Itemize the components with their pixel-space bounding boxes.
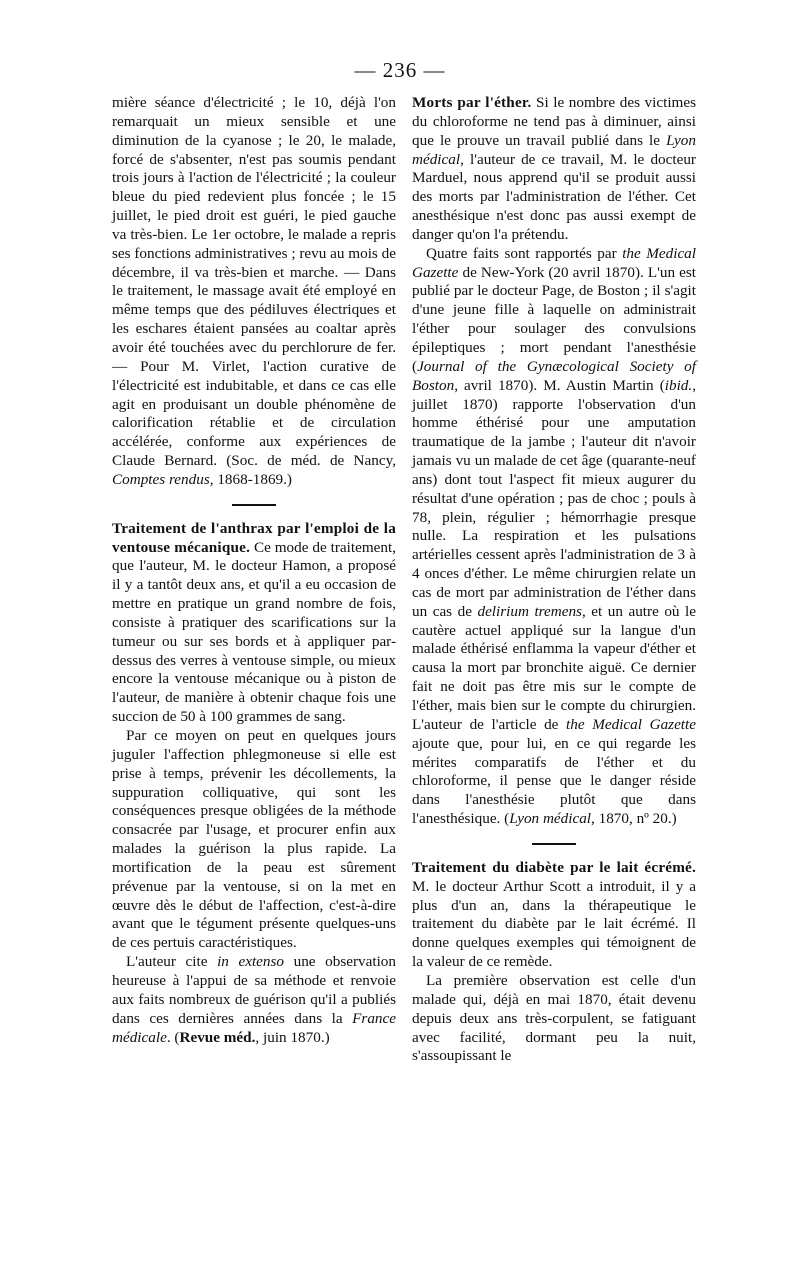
right-column [412,94,696,1066]
paragraph-text: , avril 1870). M. Austin Martin ( [454,376,665,394]
paragraph-text: , juin 1870.) [255,1028,330,1046]
paragraph-text: une observation heureuse à l'appui de sa méthode et renvoie aux faits nombreux de guérison qu'il a publiés dans ces dernières années dans la [112,953,396,1027]
section-anthrax [112,520,396,727]
paragraph-text: Si le nombre des victimes du chloroforme ne tend pas à diminuer, ainsi que le prouve un travail publié dans le [412,94,696,149]
paragraph-text: . ( [166,1028,180,1046]
left-column [112,94,396,1047]
italic-text: Journal of the Gynæcological Society of Boston [412,357,696,394]
italic-text: France médicale [112,1009,396,1046]
paragraph-text: mière séance d'électricité ; le 10, déjà l'on remarquait un mieux sensible et une diminution de la cyanose ; le 20, le malade, forcé de s'absenter, n'est pas soumis pendant trois jours à l'action de l'électricité ; la couleur bleue du pied redevient plus foncée ; le 15 juillet, le pied droit est guéri, le pied gauche va très-bien. Le 1er octobre, le malade a repris ses fonctions administratives ; revu au mois de décembre, il va très-bien et marche. — Dans le traitement, le massage avait été employé en même temps que des pédiluves électriques et les eschares étaient pansées au coaltar après avoir été touchées avec du perchlorure de fer. — Pour M. Virlet, l'action curative de l'électricité est indubitable, et dans ce cas elle agit en produisant un double phénomène de calorification rétablie et de circulation accélérée, conforme aux expériences de Claude Bernard. (Soc. de méd. de Nancy, [112,94,396,470]
paragraph: La première observation est celle d'un malade qui, déjà en mai 1870, était devenu depuis deux ans très-corpulent, se fatiguant avec facilité, dormant peu la nuit, s'assoupissant le [412,971,696,1065]
italic-text: Lyon médical [509,810,592,828]
paragraph-text: , 1868-1869.) [209,470,292,488]
italic-text: in extenso [217,953,285,971]
continued-paragraph [112,94,396,490]
italic-text: Lyon médical [412,131,696,168]
paragraph-text: , 1870, nº 20.) [591,810,677,828]
source-italic: Comptes rendus [112,470,210,488]
paragraph-text: M. le docteur Arthur Scott a introduit, il y a plus d'un an, dans la thérapeutique le traitement du diabète par le lait écrémé. Il donne quelques exemples qui témoignent de la valeur de ce remède. [412,877,696,971]
italic-text: the Medical Gazette [566,715,696,733]
paragraph-text: , l'auteur de ce travail, M. le docteur Marduel, nous apprend qu'il se produit aussi des morts par l'administration de l'éther. Cet anesthésique n'est donc pas aussi exempt de danger qu'on l'a prétendu. [412,150,696,243]
paragraph [112,953,396,1047]
italic-text: delirium tremens [477,602,582,620]
paragraph-text: Ce mode de traitement, que l'auteur, M. le docteur Hamon, a proposé il y a tantôt deux ans, et qu'il a eu occasion de mettre en pratique un grand nombre de fois, consiste à pratiquer des scarifications sur la tumeur ou sur ses bords et à appliquer par-dessus des verres à ventouse simple, ou mieux encore la ventouse mécanique ou à piston de l'auteur, de manière à obtenir chaque fois une succion de 50 à 100 grammes de sang. [112,538,396,726]
paragraph-text: de New-York (20 avril 1870). L'un est publié par le docteur Page, de Boston ; il s'agit d'une jeune fille à laquelle on administrait l'éther pour soulager des convulsions épileptiques ; mort pendant l'anesthésie ( [412,263,696,375]
paragraph-text: , et un autre où le cautère actuel appliqué sur la langue d'un malade éthérisé enflamma la vapeur d'éther et causa la mort par bronchite aiguë. Ce dernier fait ne doit pas être mis sur le compte de l'éther, mais bien sur le compte du chirurgien. L'auteur de l'article de [412,602,696,733]
page-number: — 236 — [354,58,446,82]
italic-text: ibid. [664,376,693,394]
paragraph [412,245,696,829]
source-citation: Revue méd. [179,1028,256,1046]
paragraph-text: Quatre faits sont rapportés par [426,244,623,262]
paragraph: Par ce moyen on peut en quelques jours juguler l'affection phlegmoneuse si elle est prise à temps, prévenir les décollements, la suppuration colliquative, qui sont les conséquences presque obligées de la méthode consacrée par l'usage, et procurer enfin aux malades la guérison la plus rapide. La mortification de la peau est sûrement prévenue par la ventouse, si on la met en œuvre dès le début de l'affection, c'est-à-dire avant que le tégument présente quelques-uns de ces pertuis caractéristiques. [112,727,396,952]
section-divider [232,504,276,506]
paragraph-text: ajoute que, pour lui, en ce qui regarde les mérites comparatifs de l'éther et du chloroforme, il pense que le danger réside dans l'anesthésie plutôt que dans l'anesthésique. ( [412,734,696,828]
section-heading: Traitement de l'anthrax par l'emploi de la ventouse mécanique. [112,519,396,556]
italic-text: the Medical Gazette [412,244,696,281]
paragraph-text: L'auteur cite [126,953,218,971]
section-divider [532,843,576,845]
section-ether [412,94,696,245]
section-diabetes [412,859,696,972]
paragraph-text: , juillet 1870) rapporte l'observation d'un homme éthérisé pour une amputation traumatique de la jambe ; l'auteur dit n'avoir jamais vu un malade de cet âge (quarante-neuf ans) dont tout l'aspect fit mieux augurer du résultat d'une opération ; pas de choc ; pouls à 78, plein, régulier ; hémorrhagie presque nulle. La respiration et les pulsations artérielles cessent après l'administration de 3 à 4 onces d'éther. Le même chirurgien relate un cas de mort par administration de l'éther dans un cas de [412,376,696,620]
section-heading: Traitement du diabète par le lait écrémé. [412,858,696,876]
section-heading: Morts par l'éther. [412,94,532,111]
